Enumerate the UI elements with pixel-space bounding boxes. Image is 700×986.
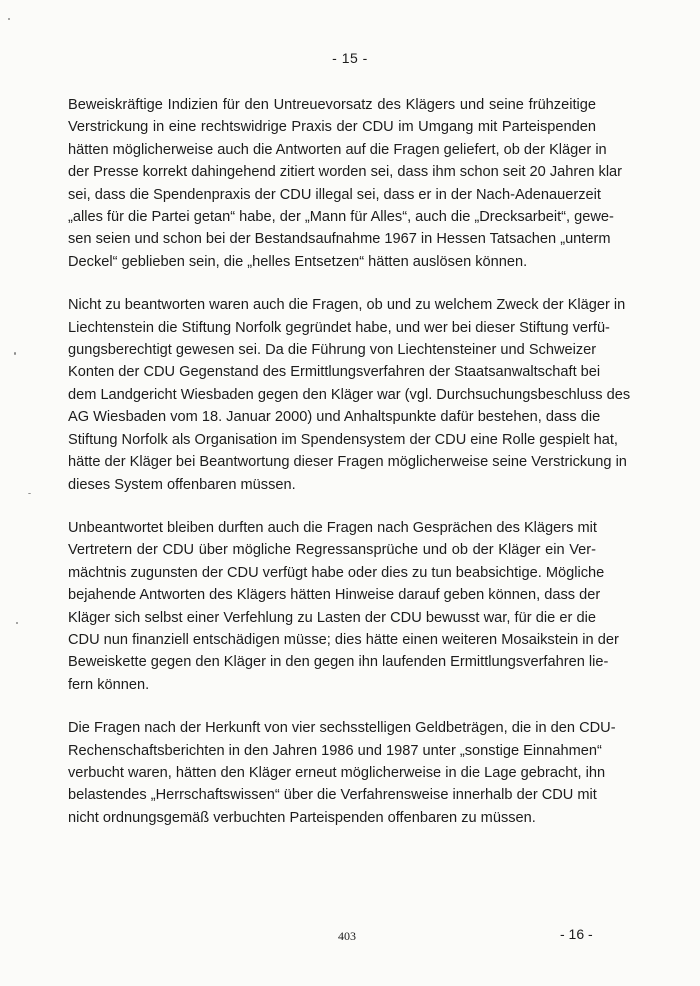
text-line: Liechtenstein die Stiftung Norfolk gegründet habe, und wer bei dieser Stiftung verfü- (68, 319, 610, 336)
text-line: bejahende Antworten des Klägers hätten Hinweise darauf geben können, dass der (68, 587, 601, 604)
text-line: Die Fragen nach der Herkunft von vier sechsstelligen Geldbeträgen, die in den CDU- (68, 720, 616, 737)
stamped-page-number: 403 (338, 929, 356, 943)
text-line: verbucht waren, hätten den Kläger erneut möglicherweise in die Lage gebracht, ihn (68, 764, 606, 781)
page-number-top: - 15 - (332, 50, 368, 66)
text-line: Nicht zu beantworten waren auch die Fragen, ob und zu welchem Zweck der Kläger in (68, 297, 626, 314)
text-line: belastendes „Herrschaftswissen“ über die Verfahrensweise innerhalb der CDU mit (68, 787, 597, 804)
text-line: hätte der Kläger bei Beantwortung dieser Fragen möglicherweise seine Verstrickung in (68, 454, 627, 471)
text-line: Beweiskette gegen den Kläger in den gegen ihn laufenden Ermittlungsverfahren lie- (68, 654, 609, 671)
text-line: sei, dass die Spendenpraxis der CDU illegal sei, dass er in der Nach-Adenauerzeit (68, 186, 601, 203)
text-line: Kläger sich selbst einer Verfehlung zu Lasten der CDU bewusst war, für die er die (68, 609, 596, 626)
scan-speck (14, 352, 16, 355)
text-line: „alles für die Partei getan“ habe, der „Mann für Alles“, auch die „Drecksarbeit“, gewe- (68, 209, 614, 226)
paragraph (68, 717, 616, 829)
text-line: der Presse korrekt dahingehend zitiert worden sei, dass ihm schon seit 20 Jahren klar (68, 164, 623, 181)
text-line: Konten der CDU Gegenstand des Ermittlungsverfahren der Staatsanwaltschaft bei (68, 364, 601, 381)
text-line: mächtnis zugunsten der CDU verfügt habe oder dies zu tun beabsichtige. Mögliche (68, 564, 605, 581)
text-line: Unbeantwortet bleiben durften auch die Fragen nach Gesprächen des Klägers mit (68, 519, 597, 536)
scan-speck (28, 493, 31, 494)
text-line: dieses System offenbaren müssen. (68, 476, 296, 493)
text-line: Beweiskräftige Indizien für den Untreuevorsatz des Klägers und seine frühzeitige (68, 97, 596, 113)
scan-speck (8, 18, 10, 20)
text-line: Stiftung Norfolk als Organisation im Spendensystem der CDU eine Rolle gespielt hat, (68, 431, 618, 448)
text-line: fern können. (68, 676, 150, 693)
text-line: Deckel“ geblieben sein, die „helles Entsetzen“ hätten auslösen können. (68, 253, 528, 270)
text-line: Rechenschaftsberichten in den Jahren 1986 und 1987 unter „sonstige Einnahmen“ (68, 742, 602, 759)
text-line: hätten möglicherweise auch die Antworten auf die Fragen geliefert, ob der Kläger in (68, 141, 607, 158)
text-line: Verstrickung in eine rechtswidrige Praxis der CDU im Umgang mit Parteispenden (68, 119, 596, 136)
text-line: Vertretern der CDU über mögliche Regressansprüche und ob der Kläger ein Ver- (68, 542, 596, 559)
text-line: nicht ordnungsgemäß verbuchten Parteispenden offenbaren zu müssen. (68, 809, 536, 826)
next-page-marker: - 16 - (560, 926, 593, 942)
scan-speck (16, 622, 18, 624)
text-line: CDU nun finanziell entschädigen müsse; dies hätte einen weiteren Mosaikstein in der (68, 631, 619, 648)
text-line: sen seien und schon bei der Bestandsaufnahme 1967 in Hessen Tatsachen „unterm (68, 231, 611, 248)
text-line: gungsberechtigt gewesen sei. Da die Führung von Liechtensteiner und Schweizer (68, 342, 597, 359)
paragraph (68, 517, 619, 696)
paragraph (68, 294, 631, 496)
document-body (68, 94, 631, 850)
paragraph (68, 94, 623, 273)
text-line: dem Landgericht Wiesbaden gegen den Kläger war (vgl. Durchsuchungsbeschluss des (68, 386, 631, 403)
text-line: AG Wiesbaden vom 18. Januar 2000) und Anhaltspunkte dafür bestehen, dass die (68, 409, 601, 426)
